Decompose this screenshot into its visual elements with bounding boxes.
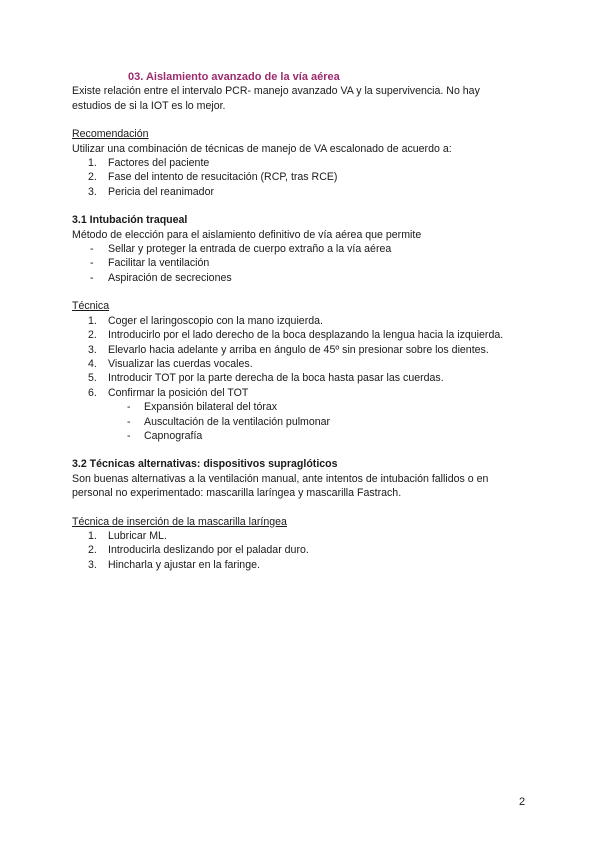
list-item: 1. Factores del paciente (88, 157, 210, 170)
list-item: - Aspiración de secreciones (90, 271, 232, 284)
list-item: 3. Pericia del reanimador (88, 185, 214, 198)
page-number: 2 (519, 796, 526, 808)
insercion-heading: Técnica de inserción de la mascarilla laríngea (72, 515, 287, 528)
list-item: - Auscultación de la ventilación pulmonar (127, 415, 331, 428)
supragloticos-line-2: personal no experimentado: mascarilla laríngea y mascarilla Fastrach. (72, 487, 402, 500)
list-item: 6. Confirmar la posición del TOT (88, 386, 249, 399)
tecnica-heading: Técnica (72, 300, 110, 313)
list-item: 1. Coger el laringoscopio con la mano izquierda. (88, 314, 323, 327)
list-item: 3. Elevarlo hacia adelante y arriba en ángulo de 45º sin presionar sobre los dientes. (88, 343, 489, 356)
list-item: - Sellar y proteger la entrada de cuerpo extraño a la vía aérea (90, 243, 392, 256)
list-item: 2. Introducirlo por el lado derecho de la boca desplazando la lengua hacia la izquierda. (88, 329, 504, 342)
list-item: 1. Lubricar ML. (88, 529, 167, 542)
list-item: 5. Introducir TOT por la parte derecha de la boca hasta pasar las cuerdas. (88, 372, 444, 385)
confirmacion-list (72, 400, 532, 443)
intro-line-2: estudios de si la IOT es lo mejor. (72, 99, 226, 112)
list-item: 4. Visualizar las cuerdas vocales. (88, 357, 253, 370)
supragloticos-heading: 3.2 Técnicas alternativas: dispositivos supraglóticos (72, 458, 338, 471)
intubacion-list (72, 242, 532, 285)
intubacion-heading: 3.1 Intubación traqueal (72, 214, 188, 227)
list-item: 2. Fase del intento de resucitación (RCP, tras RCE) (88, 171, 338, 184)
tecnica-steps (72, 314, 532, 400)
recomendacion-list (72, 156, 532, 199)
list-item: 2. Introducirla deslizando por el paladar duro. (88, 544, 309, 557)
section-title: 03. Aislamiento avanzado de la vía aérea (128, 71, 340, 83)
intubacion-text: Método de elección para el aislamiento definitivo de vía aérea que permite (72, 228, 422, 241)
intro-line-1: Existe relación entre el intervalo PCR- manejo avanzado VA y la supervivencia. No hay (72, 85, 480, 98)
document-body (72, 70, 532, 572)
list-item: - Capnografía (127, 429, 203, 442)
list-item: - Facilitar la ventilación (90, 257, 210, 270)
supragloticos-line-1: Son buenas alternativas a la ventilación manual, ante intentos de intubación fallidos o en (72, 472, 489, 485)
recomendacion-text: Utilizar una combinación de técnicas de manejo de VA escalonado de acuerdo a: (72, 142, 452, 155)
insercion-steps (72, 529, 532, 572)
list-item: 3. Hincharla y ajustar en la faringe. (88, 558, 260, 571)
list-item: - Expansión bilateral del tórax (127, 401, 278, 414)
recomendacion-heading: Recomendación (72, 128, 149, 141)
